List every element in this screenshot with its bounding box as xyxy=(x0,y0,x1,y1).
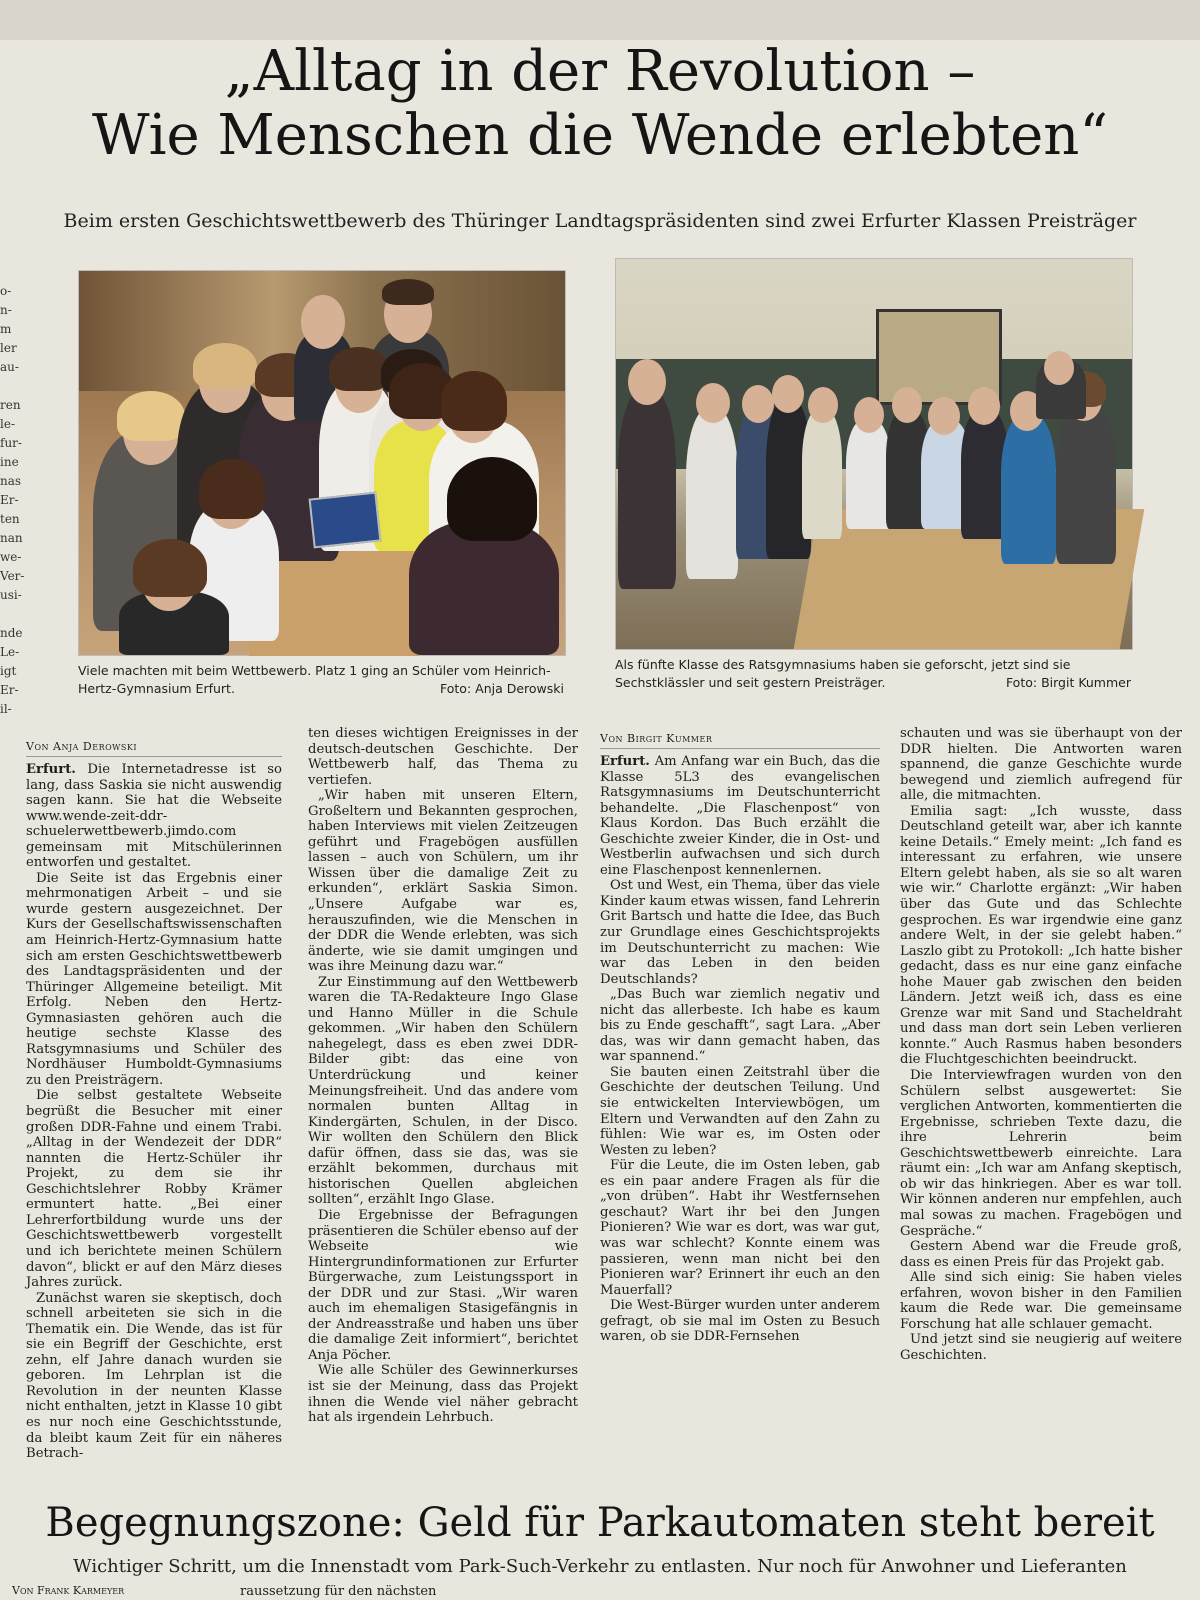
photo2-caption-line-2: Sechstklässler und seit gestern Preisträger. xyxy=(615,675,886,690)
paragraph xyxy=(308,1208,578,1363)
subheadline: Beim ersten Geschichtswettbewerb des Thüringer Landtagspräsidenten sind zwei Erfurter Klassen Preisträger xyxy=(63,210,1137,232)
paragraph xyxy=(900,1239,1182,1270)
paragraph-text: „Das Buch war ziemlich negativ und nicht das allerbeste. Ich habe es kaum bis zu Ende geschafft“, sagt Lara. „Aber das, was wir dann gemacht haben, das war spannend.“ xyxy=(600,987,880,1065)
article2-byline: Von Birgit Kummer xyxy=(600,732,713,745)
paragraph xyxy=(600,754,880,878)
paragraph xyxy=(600,987,880,1065)
left-fragment: igt xyxy=(0,664,17,678)
paragraph-text: Wie alle Schüler des Gewinnerkurses ist sie der Meinung, dass das Projekt ihnen die Wende viel näher gebracht hat als irgendein Lehrbuch. xyxy=(308,1363,578,1426)
left-fragment: ten xyxy=(0,512,20,526)
left-fragment: Le- xyxy=(0,645,20,659)
left-fragment: nde xyxy=(0,626,23,640)
left-fragment: fur- xyxy=(0,436,22,450)
bottom-subheadline: Wichtiger Schritt, um die Innenstadt vom Park-Such-Verkehr zu entlasten. Nur noch für Anwohner und Lieferanten xyxy=(73,1556,1127,1577)
photo2-caption xyxy=(615,656,1131,692)
paragraph xyxy=(600,1065,880,1158)
left-fragment: ler xyxy=(0,341,17,355)
headline xyxy=(20,40,1180,168)
paragraph xyxy=(900,804,1182,1068)
left-fragment xyxy=(0,377,22,396)
left-fragment: m xyxy=(0,322,12,336)
left-fragment: nas xyxy=(0,474,22,488)
paragraph-text: Emilia sagt: „Ich wusste, dass Deutschland geteilt war, aber ich kannte keine Details.“ Emely meint: „Ich fand es interessant zu erfahren, wie unsere Eltern gelebt haben, als sie so alt waren wie wir.“ Charlotte ergänzt: „Wir haben über das Gute und das Schlechte gesprochen. Es war irgendwie eine ganz andere Welt, in der sie gelebt haben.“ Laszlo gibt zu Protokoll: „Ich hatte bisher gedacht, dass es nur eine ganz einfache hohe Mauer gab zwischen den beiden Ländern. Jetzt weiß ich, dass es eine Grenze war mit Sand und Stacheldraht und dass man dort sein Leben verlieren konnte.“ Auch Rasmus haben besonders die Fluchtgeschichten beeindruckt. xyxy=(900,803,1182,1068)
left-fragment: le- xyxy=(0,417,15,431)
article1-byline: Von Anja Derowski xyxy=(26,740,138,753)
bottom-headline: Begegnungszone: Geld für Parkautomaten steht bereit xyxy=(45,1500,1155,1546)
left-fragment: we- xyxy=(0,550,22,564)
dateline: Erfurt. xyxy=(26,762,76,777)
article2-byline-rule xyxy=(600,748,880,749)
paragraph xyxy=(26,871,282,1089)
paragraph-text: Für die Leute, die im Osten leben, gab es ein paar andere Fragen als für die „von drüben“. Habt ihr Westfernsehen geschaut? Wart ihr bei den Jungen Pionieren? Wie war es dort, was war gut, was war schlecht? Konnte einem was passieren, wenn man nicht bei den Pionieren war? Erinnert ihr euch an den Mauerfall? xyxy=(600,1158,880,1298)
left-fragment xyxy=(0,605,22,624)
paragraph xyxy=(900,1332,1182,1363)
paragraph-text: Ost und West, ein Thema, über das viele Kinder kaum etwas wissen, fand Lehrerin Grit Bartsch und hatte die Idee, das Buch zur Grundlage eines Geschichtsprojekts im Deutschunterricht zu machen: Wie war das Leben in den beiden Deutschlands? xyxy=(600,878,880,987)
photo1-caption xyxy=(78,662,564,698)
paragraph-text: Die West-Bürger wurden unter anderem gefragt, ob sie mal im Osten zu Besuch waren, ob sie DDR-Fernsehen xyxy=(600,1298,880,1345)
paragraph xyxy=(308,726,578,788)
article2-column-2 xyxy=(900,726,1182,1363)
article1-column-2 xyxy=(308,726,578,1426)
previous-article-strip xyxy=(0,0,1200,40)
left-fragment: nan xyxy=(0,531,23,545)
left-fragment: usi- xyxy=(0,588,22,602)
paragraph xyxy=(26,762,282,871)
paragraph xyxy=(900,1270,1182,1332)
left-fragment: Er- xyxy=(0,683,19,697)
article2-column-1 xyxy=(600,754,880,1345)
photo1-caption-line-2: Hertz-Gymnasium Erfurt. xyxy=(78,681,235,696)
article1-column-1 xyxy=(26,762,282,1462)
paragraph-text: Am Anfang war ein Buch, das die Klasse 5L3 des evangelischen Ratsgymnasiums im Deutschunterricht behandelte. „Die Flaschenpost“ von Klaus Kordon. Das Buch erzählt die Geschichte zweier Kinder, die in Ost- und Westberlin aufwachsen und sich durch eine Flaschenpost kennenlernen. xyxy=(600,754,880,878)
paragraph-text: ten dieses wichtigen Ereignisses in der deutsch-deutschen Geschichte. Der Wettbewerb half, das Thema zu vertiefen. xyxy=(308,726,578,788)
left-fragment: Er- xyxy=(0,493,19,507)
paragraph xyxy=(600,1298,880,1345)
paragraph-text: Die selbst gestaltete Webseite begrüßt die Besucher mit einer großen DDR-Fahne und einem Trabi. „Alltag in der Wendezeit der DDR“ nannten die Hertz-Schüler ihr Projekt, zu dem sie ihr Geschichtslehrer Robby Krämer ermuntert hatte. „Bei einer Lehrerfortbildung wurde uns der Geschichtswettbewerb vorgestellt und ich berichtete meinen Schülern davon“, blickt er auf den März dieses Jahres zurück. xyxy=(26,1088,282,1291)
paragraph-text: schauten und was sie überhaupt von der DDR hielten. Die Antworten waren spannend, die ganze Geschichte wurde bewegend und ziemlich aufregend für alle, die mitmachten. xyxy=(900,726,1182,804)
paragraph xyxy=(308,1363,578,1425)
paragraph xyxy=(600,878,880,987)
photo2-caption-line-1: Als fünfte Klasse des Ratsgymnasiums haben sie geforscht, jetzt sind sie xyxy=(615,657,1071,672)
photo2-credit: Foto: Birgit Kummer xyxy=(1005,675,1131,690)
paragraph-text: Zunächst waren sie skeptisch, doch schnell arbeiteten sie sich in die Thematik ein. Die Wende, das ist für sie ein Begriff der Geschichte, erst zehn, elf Jahre danach wurden sie geboren. Im Lehrplan ist die Revolution in der neunten Klasse nicht enthalten, jetzt in Klasse 10 gibt es nur noch eine Geschichtsstunde, da bleibt kaum Zeit für ein näheres Betrach- xyxy=(26,1290,282,1462)
headline-line-1: „Alltag in der Revolution – xyxy=(224,39,976,104)
left-fragment: il- xyxy=(0,702,12,716)
paragraph-text: Gestern Abend war die Freude groß, dass es einen Preis für das Projekt gab. xyxy=(900,1239,1182,1270)
left-fragment: o- xyxy=(0,284,12,298)
bottom-byline: Von Frank Karmeyer xyxy=(12,1584,125,1597)
paragraph xyxy=(308,788,578,975)
paragraph xyxy=(26,1291,282,1462)
photo1-caption-line-1: Viele machten mit beim Wettbewerb. Platz 1 ging an Schüler vom Heinrich- xyxy=(78,663,551,678)
bottom-text-fragment: raussetzung für den nächsten xyxy=(240,1584,437,1599)
paragraph-text: Die Ergebnisse der Befragungen präsentieren die Schüler ebenso auf der Webseite wie Hintergrundinformationen zur Erfurter Bürgerwache, zum Leistungssport in der DDR und zur Stasi. „Wir waren auch im ehemaligen Stasigefängnis in der Andreasstraße und haben uns über die damalige Zeit informiert“, berichtet Anja Pöcher. xyxy=(308,1207,578,1363)
paragraph-text: Die Seite ist das Ergebnis einer mehrmonatigen Arbeit – und sie wurde gestern ausgezeichnet. Der Kurs der Gesellschaftswissenschaften am Heinrich-Hertz-Gymnasium hatte sich am ersten Geschichtswettbewerb des Landtagspräsidenten und der Thüringer Allgemeine beteiligt. Mit Erfolg. Neben den Hertz-Gymnasiasten gehören auch die heutige sechste Klasse des Ratsgymnasiums und Schüler des Nordhäuser Humboldt-Gymnasiums zu den Preisträgern. xyxy=(26,870,282,1088)
photo-class-ratsgymnasium xyxy=(615,258,1133,650)
paragraph-text: „Wir haben mit unseren Eltern, Großeltern und Bekannten gesprochen, haben Interviews mit vielen Zeitzeugen geführt und Fragebögen ausfüllen lassen – auch von Schülern, um ihr Wissen über die damalige Zeit zu erkunden“, erklärt Saskia Simon. „Unsere Aufgabe war es, herauszufinden, wie die Menschen in der DDR die Wende erlebten, was sich änderte, wie sie damit umgingen und was ihre Meinung dazu war.“ xyxy=(308,788,578,975)
paragraph-text: Die Interviewfragen wurden von den Schülern selbst ausgewertet: Sie verglichen Antworten, kommentierten die Ergebnisse, schrieben Texte dazu, die ihre Lehrerin beim Geschichtswettbewerb einreichte. Lara räumt ein: „Ich war am Anfang skeptisch, ob wir das hinkriegen. Aber es war toll. Wir können anderen nur empfehlen, auch mal sowas zu machen. Fragebögen und Gespräche.“ xyxy=(900,1068,1182,1239)
paragraph-text: Und jetzt sind sie neugierig auf weitere Geschichten. xyxy=(900,1332,1182,1363)
left-fragment: ren xyxy=(0,398,21,412)
left-fragment: n- xyxy=(0,303,12,317)
article1-byline-rule xyxy=(26,756,282,757)
photo1-credit: Foto: Anja Derowski xyxy=(440,681,564,696)
dateline: Erfurt. xyxy=(600,754,650,769)
left-fragment: Ver- xyxy=(0,569,25,583)
left-column-fragments xyxy=(0,282,25,719)
headline-line-2: Wie Menschen die Wende erlebten“ xyxy=(92,103,1108,168)
paragraph-text: Sie bauten einen Zeitstrahl über die Geschichte der deutschen Teilung. Und sie entwickelten Interviewbögen, um Eltern und Verwandten auf den Zahn zu fühlen: Wie war es, im Osten oder Westen zu leben? xyxy=(600,1064,880,1158)
paragraph-text: Die Internetadresse ist so lang, dass Saskia sie nicht auswendig sagen kann. Sie hat die Webseite www.wende-zeit-ddr-schuelerwettbewerb.jimdo.com gemeinsam mit Mitschülerinnen entworfen und gestaltet. xyxy=(26,762,282,871)
paragraph xyxy=(26,1088,282,1290)
photo-students-hertz-gymnasium xyxy=(78,270,566,656)
left-fragment: ine xyxy=(0,455,19,469)
paragraph xyxy=(308,975,578,1208)
paragraph-text: Zur Einstimmung auf den Wettbewerb waren die TA-Redakteure Ingo Glase und Hanno Müller in die Schule gekommen. „Wir haben den Schülern nahegelegt, dass es eben zwei DDR-Bilder gibt: das eine von Unterdrückung und keiner Meinungsfreiheit. Und das andere vom normalen bunten Alltag in Kindergärten, Schulen, in der Disco. Wir wollten den Schülern den Blick dafür öffnen, dass sie das, was sie erzählt bekommen, durchaus mit historischen Quellen abgleichen sollten“, erzählt Ingo Glase. xyxy=(308,974,578,1208)
paragraph xyxy=(900,1068,1182,1239)
left-fragment: au- xyxy=(0,360,19,374)
paragraph xyxy=(900,726,1182,804)
paragraph-text: Alle sind sich einig: Sie haben vieles erfahren, wovon bisher in den Familien kaum die Rede war. Die gemeinsame Forschung hat alle schlauer gemacht. xyxy=(900,1270,1182,1332)
paragraph xyxy=(600,1158,880,1298)
